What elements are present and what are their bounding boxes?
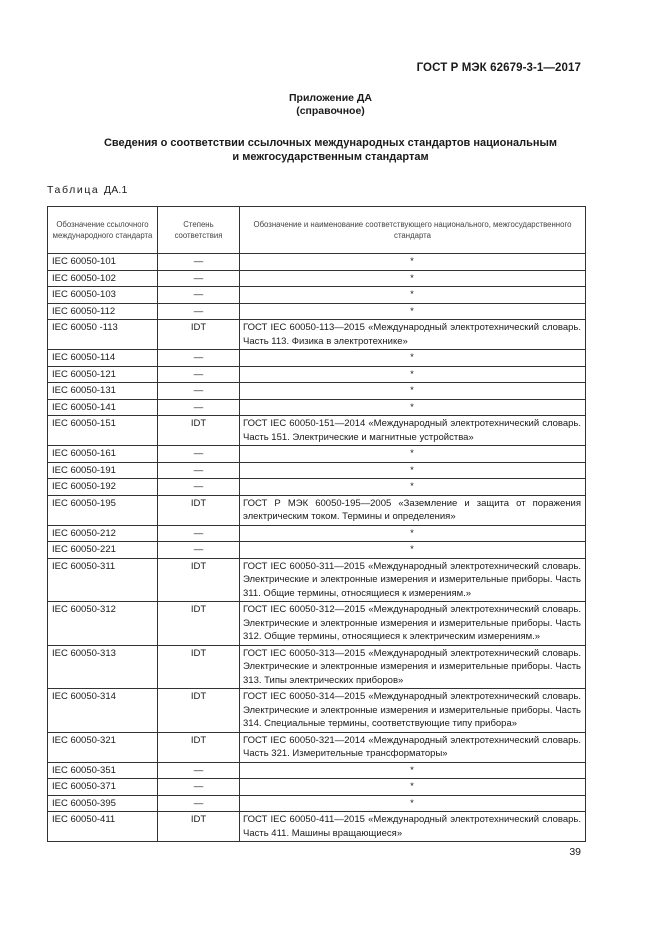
degree-of-correspondence-cell: — bbox=[158, 254, 240, 271]
national-standard-cell: * bbox=[240, 254, 586, 271]
national-standard-cell: * bbox=[240, 762, 586, 779]
national-standard-cell: ГОСТ IEC 60050-151—2014 «Международный электротехнический словарь. Часть 151. Электрические и магнитные устройства» bbox=[240, 416, 586, 446]
national-standard-cell: * bbox=[240, 303, 586, 320]
reference-standard-cell: IEC 60050-121 bbox=[48, 366, 158, 383]
degree-of-correspondence-cell: IDT bbox=[158, 602, 240, 646]
degree-of-correspondence-cell: — bbox=[158, 303, 240, 320]
table-row bbox=[48, 689, 586, 733]
degree-of-correspondence-cell: — bbox=[158, 446, 240, 463]
degree-of-correspondence-cell: IDT bbox=[158, 732, 240, 762]
table-row bbox=[48, 525, 586, 542]
table-caption-number: ДА.1 bbox=[103, 184, 128, 196]
reference-standard-cell: IEC 60050-395 bbox=[48, 795, 158, 812]
reference-standard-cell: IEC 60050-192 bbox=[48, 479, 158, 496]
reference-standard-cell: IEC 60050-191 bbox=[48, 462, 158, 479]
table-row bbox=[48, 383, 586, 400]
annex-title: Приложение ДА bbox=[289, 92, 372, 104]
heading-line-1: Сведения о соответствии ссылочных международных стандартов национальным bbox=[103, 137, 558, 149]
degree-of-correspondence-cell: — bbox=[158, 479, 240, 496]
degree-of-correspondence-cell: IDT bbox=[158, 689, 240, 733]
table-row bbox=[48, 795, 586, 812]
table-row bbox=[48, 303, 586, 320]
national-standard-cell: ГОСТ IEC 60050-311—2015 «Международный электротехнический словарь. Электрические и электронные измерения и измерительные приборы. Часть 311. Общие термины, относящиеся к измерениям.» bbox=[240, 558, 586, 602]
table-row bbox=[48, 762, 586, 779]
table-row bbox=[48, 645, 586, 689]
national-standard-cell: ГОСТ IEC 60050-321—2014 «Международный электротехнический словарь. Часть 321. Измерительные трансформаторы» bbox=[240, 732, 586, 762]
national-standard-cell: * bbox=[240, 287, 586, 304]
reference-standard-cell: IEC 60050-312 bbox=[48, 602, 158, 646]
column-header-reference: Обозначение ссылочного международного стандарта bbox=[48, 207, 158, 254]
table-row bbox=[48, 462, 586, 479]
table-row bbox=[48, 812, 586, 842]
table-row bbox=[48, 479, 586, 496]
reference-standard-cell: IEC 60050-141 bbox=[48, 399, 158, 416]
degree-of-correspondence-cell: — bbox=[158, 762, 240, 779]
degree-of-correspondence-cell: — bbox=[158, 462, 240, 479]
reference-standard-cell: IEC 60050-212 bbox=[48, 525, 158, 542]
national-standard-cell: ГОСТ IEC 60050-312—2015 «Международный электротехнический словарь. Электрические и электронные измерения и измерительные приборы. Часть 312. Общие термины, относящиеся к электрическим измерениям.» bbox=[240, 602, 586, 646]
national-standard-cell: * bbox=[240, 462, 586, 479]
reference-standard-cell: IEC 60050-311 bbox=[48, 558, 158, 602]
degree-of-correspondence-cell: — bbox=[158, 795, 240, 812]
document-code: ГОСТ Р МЭК 62679-3-1—2017 bbox=[416, 62, 581, 74]
degree-of-correspondence-cell: — bbox=[158, 779, 240, 796]
national-standard-cell: * bbox=[240, 446, 586, 463]
national-standard-cell: * bbox=[240, 366, 586, 383]
column-header-national: Обозначение и наименование соответствующего национального, межгосударственного стандарта bbox=[240, 207, 586, 254]
reference-standard-cell: IEC 60050-351 bbox=[48, 762, 158, 779]
degree-of-correspondence-cell: — bbox=[158, 525, 240, 542]
reference-standard-cell: IEC 60050-114 bbox=[48, 350, 158, 367]
national-standard-cell: ГОСТ IEC 60050-314—2015 «Международный электротехнический словарь. Электрические и электронные измерения и измерительные приборы. Часть 314. Специальные термины, соответствующие типу прибора» bbox=[240, 689, 586, 733]
table-row bbox=[48, 732, 586, 762]
table-row bbox=[48, 495, 586, 525]
table-row bbox=[48, 542, 586, 559]
table-row bbox=[48, 779, 586, 796]
annex-block bbox=[0, 92, 661, 118]
national-standard-cell: * bbox=[240, 383, 586, 400]
national-standard-cell: * bbox=[240, 350, 586, 367]
degree-of-correspondence-cell: — bbox=[158, 287, 240, 304]
degree-of-correspondence-cell: — bbox=[158, 383, 240, 400]
reference-standard-cell: IEC 60050-221 bbox=[48, 542, 158, 559]
table-caption-label: Таблица bbox=[47, 184, 100, 196]
national-standard-cell: * bbox=[240, 779, 586, 796]
table-row bbox=[48, 558, 586, 602]
table-row bbox=[48, 366, 586, 383]
column-header-degree: Степень соответствия bbox=[158, 207, 240, 254]
correspondence-table bbox=[47, 206, 586, 842]
national-standard-cell: * bbox=[240, 525, 586, 542]
table-row bbox=[48, 270, 586, 287]
national-standard-cell: * bbox=[240, 795, 586, 812]
annex-subtitle: (справочное) bbox=[296, 105, 365, 117]
heading-line-2: и межгосударственным стандартам bbox=[232, 151, 429, 163]
national-standard-cell: ГОСТ IEC 60050-113—2015 «Международный электротехнический словарь. Часть 113. Физика в электротехнике» bbox=[240, 320, 586, 350]
table-row bbox=[48, 350, 586, 367]
degree-of-correspondence-cell: — bbox=[158, 350, 240, 367]
degree-of-correspondence-cell: IDT bbox=[158, 320, 240, 350]
table-caption bbox=[47, 184, 128, 196]
reference-standard-cell: IEC 60050 -113 bbox=[48, 320, 158, 350]
table-row bbox=[48, 399, 586, 416]
table-row bbox=[48, 254, 586, 271]
degree-of-correspondence-cell: IDT bbox=[158, 558, 240, 602]
reference-standard-cell: IEC 60050-131 bbox=[48, 383, 158, 400]
degree-of-correspondence-cell: — bbox=[158, 270, 240, 287]
national-standard-cell: * bbox=[240, 270, 586, 287]
national-standard-cell: ГОСТ IEC 60050-313—2015 «Международный электротехнический словарь. Электрические и электронные измерения и измерительные приборы. Часть 313. Типы электрических приборов» bbox=[240, 645, 586, 689]
national-standard-cell: * bbox=[240, 479, 586, 496]
reference-standard-cell: IEC 60050-151 bbox=[48, 416, 158, 446]
reference-standard-cell: IEC 60050-101 bbox=[48, 254, 158, 271]
national-standard-cell: ГОСТ IEC 60050-411—2015 «Международный электротехнический словарь. Часть 411. Машины вращающиеся» bbox=[240, 812, 586, 842]
reference-standard-cell: IEC 60050-103 bbox=[48, 287, 158, 304]
reference-standard-cell: IEC 60050-411 bbox=[48, 812, 158, 842]
national-standard-cell: * bbox=[240, 399, 586, 416]
table-row bbox=[48, 320, 586, 350]
table-row bbox=[48, 602, 586, 646]
degree-of-correspondence-cell: — bbox=[158, 542, 240, 559]
degree-of-correspondence-cell: IDT bbox=[158, 812, 240, 842]
reference-standard-cell: IEC 60050-321 bbox=[48, 732, 158, 762]
degree-of-correspondence-cell: — bbox=[158, 399, 240, 416]
page-number: 39 bbox=[569, 846, 581, 858]
table-row bbox=[48, 446, 586, 463]
reference-standard-cell: IEC 60050-195 bbox=[48, 495, 158, 525]
section-heading bbox=[0, 136, 661, 164]
reference-standard-cell: IEC 60050-313 bbox=[48, 645, 158, 689]
national-standard-cell: ГОСТ Р МЭК 60050-195—2005 «Заземление и защита от поражения электрическим током. Термины и определения» bbox=[240, 495, 586, 525]
degree-of-correspondence-cell: — bbox=[158, 366, 240, 383]
table-row bbox=[48, 416, 586, 446]
table-header-row bbox=[48, 207, 586, 254]
reference-standard-cell: IEC 60050-314 bbox=[48, 689, 158, 733]
degree-of-correspondence-cell: IDT bbox=[158, 495, 240, 525]
degree-of-correspondence-cell: IDT bbox=[158, 416, 240, 446]
national-standard-cell: * bbox=[240, 542, 586, 559]
table-row bbox=[48, 287, 586, 304]
reference-standard-cell: IEC 60050-102 bbox=[48, 270, 158, 287]
reference-standard-cell: IEC 60050-371 bbox=[48, 779, 158, 796]
reference-standard-cell: IEC 60050-112 bbox=[48, 303, 158, 320]
table-body bbox=[48, 254, 586, 842]
reference-standard-cell: IEC 60050-161 bbox=[48, 446, 158, 463]
degree-of-correspondence-cell: IDT bbox=[158, 645, 240, 689]
